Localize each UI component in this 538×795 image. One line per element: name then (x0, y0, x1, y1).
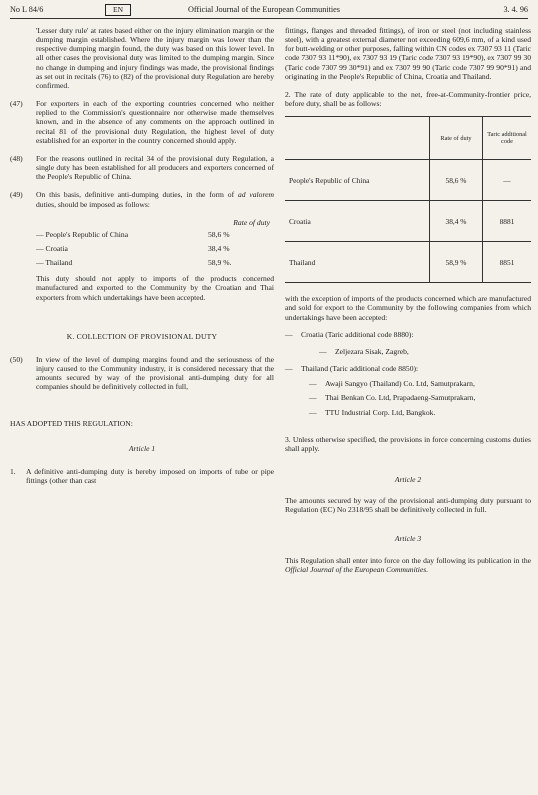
recital-text: On this basis, definitive anti-dumping duties, in the form of ad valorem duties, should be imposed as follows: (36, 190, 274, 209)
header-rule (10, 18, 528, 19)
recital-47 (10, 99, 274, 145)
rate-country: — Croatia (36, 243, 68, 253)
rate-country: — People's Republic of China (36, 229, 129, 239)
thai-company (309, 393, 531, 402)
cell-country: People's Republic of China (285, 160, 430, 201)
rate-of-duty-heading: Rate of duty (233, 217, 270, 227)
recital-49-tail: This duty should not apply to imports of the products concerned manufactured and exported to the Community by the Croatian and Thai exporters from which undertakings have been accepted. (36, 274, 274, 302)
intro-paragraph: 'Lesser duty rule' at rates based either on the injury elimination margin or the dumping margin established. Where the injury margin was lower than the respective dumping margin found, the duty was based on this lower level. In all other cases the provisional duty was limited to the dumping margin. Since no change in dumping and injury findings was made, the provisional findings as set out in recitals (76) to (82) of the provisional duty Regulation are hereby confirmed. (36, 26, 274, 90)
dash-glyph: — (309, 393, 317, 403)
cell-code: — (483, 160, 532, 201)
croatia-company (319, 347, 531, 356)
cell-rate: 58,6 % (430, 160, 483, 201)
header-country (285, 117, 430, 160)
journal-title: Official Journal of the European Communities (188, 5, 340, 14)
article-1-para-1 (10, 467, 274, 485)
dash-glyph: — (285, 364, 293, 374)
cell-rate: 38,4 % (430, 201, 483, 242)
right-column (285, 26, 531, 574)
para-text: A definitive anti-dumping duty is hereby imposed on imports of tube or pipe fittings (other than cast (26, 466, 274, 485)
croatia-label: Croatia (Taric additional code 8880): (301, 329, 414, 339)
table-row (285, 242, 531, 283)
recital-number: (49) (10, 190, 23, 200)
cell-code: 8851 (483, 242, 532, 283)
language-badge: EN (105, 4, 131, 16)
table-row (285, 201, 531, 242)
cell-country: Thailand (285, 242, 430, 283)
dash-glyph: — (285, 329, 293, 339)
article-1-continuation: fittings, flanges and threaded fittings), of iron or steel (not including stainless steel), with a greatest external diameter not exceeding 609,6 mm, of a kind used for butt-welding or other purposes, falling within CN codes ex 7307 93 11 (Taric code 7307 93 11*90), ex 7307 93 19 (Taric code 7307 93 19*90), ex 7307 99 30 (Taric code 7307 99 30*91) and ex 7307 99 90 (Taric code 7307 99 90*91) and originating in the People's Republic of China, Croatia and Thailand. (285, 26, 531, 81)
recital-48 (10, 154, 274, 181)
article-1-title: Article 1 (128, 443, 156, 453)
cell-code: 8881 (483, 201, 532, 242)
page-header (10, 4, 528, 18)
recital-50 (10, 355, 274, 392)
rate-value: 58,6 % (208, 229, 230, 239)
rate-value: 38,4 % (208, 243, 230, 253)
company-name: Zeljezara Sisak, Zagreb, (335, 346, 409, 356)
recital-text: For exporters in each of the exporting countries concerned who neither replied to the Commission's questionnaire nor otherwise made themselves known, and in the absence of any comments on the approach outlined in recital 81 of the provisional duty Regulation, the highest level of duty established for an exporter in the country concerned should apply. (36, 99, 274, 145)
recital-number: (47) (10, 99, 23, 109)
dash-glyph: — (309, 407, 317, 417)
company-name: TTU Industrial Corp. Ltd, Bangkok. (325, 407, 436, 417)
left-column (10, 26, 274, 485)
duty-table (285, 116, 531, 283)
table-row (285, 160, 531, 201)
article-1-para-2: 2. The rate of duty applicable to the net, free-at-Community-frontier price, before duty, shall be as follows: (285, 89, 531, 109)
page-number: No L 84/6 (10, 5, 44, 14)
article-2-title: Article 2 (394, 474, 422, 484)
article-3-title: Article 3 (394, 534, 422, 544)
recital-text: In view of the level of dumping margins found and the seriousness of the injury caused to the Community industry, it is considered necessary that the amounts secured by way of the provisional anti-dumping duty for all companies should be definitively collected in full, (36, 354, 274, 392)
table-header-row (285, 117, 531, 160)
cell-country: Croatia (285, 201, 430, 242)
thailand-label: Thailand (Taric additional code 8850): (301, 364, 419, 374)
issue-date: 3. 4. 96 (503, 5, 528, 14)
exception-paragraph: with the exception of imports of the products concerned which are manufactured and sold for export to the Community by the following companies from which undertakings have been accepted: (285, 294, 531, 322)
recital-text: For the reasons outlined in recital 34 of the provisional duty Regulation, a single duty has been established for all producers and exporters concerned of the People's Republic of China. (36, 153, 274, 182)
article-3-text: This Regulation shall enter into force on the day following its publication in the Official Journal of the European Communities. (285, 555, 531, 574)
rate-value: 58,9 %. (208, 258, 232, 268)
rate-country: — Thailand (36, 258, 73, 268)
article-2-text: The amounts secured by way of the provisional anti-dumping duty pursuant to Regulation (EC) No 2318/95 shall be definitively collected in full. (285, 496, 531, 515)
rate-row (36, 244, 274, 253)
header-taric: Taric additional code (483, 117, 532, 160)
dash-glyph: — (309, 379, 317, 389)
adopted-statement: HAS ADOPTED THIS REGULATION: (10, 418, 133, 428)
para-number: 1. (10, 466, 16, 476)
thai-company (309, 379, 531, 388)
thailand-entry (285, 364, 531, 373)
header-rate: Rate of duty (430, 117, 483, 160)
section-k-heading: K. COLLECTION OF PROVISIONAL DUTY (66, 331, 218, 341)
recital-number: (48) (10, 153, 23, 163)
company-name: Thai Benkan Co. Ltd, Prapadaeng-Samutprakarn, (325, 393, 476, 403)
recital-number: (50) (10, 354, 23, 364)
dash-glyph: — (319, 346, 327, 356)
cell-rate: 58,9 % (430, 242, 483, 283)
rate-row (36, 230, 274, 239)
rate-row (36, 258, 274, 267)
recital-49 (10, 190, 274, 208)
article-1-para-3: 3. Unless otherwise specified, the provisions in force concerning customs duties shall apply. (285, 434, 531, 453)
company-name: Awaji Sangyo (Thailand) Co. Ltd, Samutprakarn, (325, 379, 475, 389)
croatia-entry (285, 330, 531, 339)
thai-company (309, 408, 531, 417)
